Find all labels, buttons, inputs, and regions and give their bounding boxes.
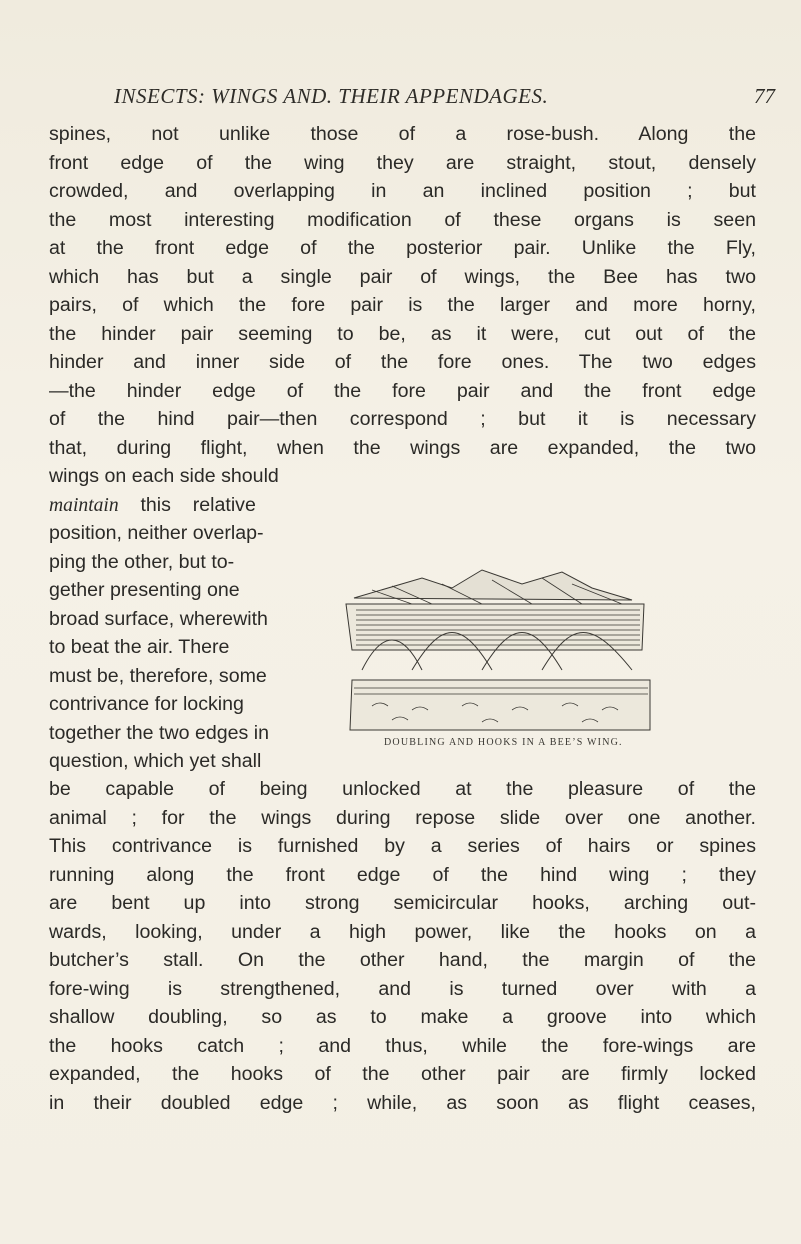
text-line: This contrivance is furnished by a series of hairs or spines [49, 835, 756, 857]
text-line: shallow doubling, so as to make a groove into which [49, 1006, 756, 1028]
text-line: running along the front edge of the hind wing ; they [49, 863, 756, 886]
text-line: to beat the air. There [49, 636, 230, 658]
text-line: contrivance for locking [49, 693, 244, 715]
text-line: question, which yet shall [49, 750, 262, 772]
page-number: 77 [754, 84, 775, 108]
text-line: butcher’s stall. On the other hand, the margin of the [49, 949, 756, 971]
page-header [0, 84, 801, 114]
text-line: are bent up into strong semicircular hooks, arching out- [49, 892, 756, 914]
text-line: pairs, of which the fore pair is the larger and more horny, [49, 294, 756, 316]
text-line: in their doubled edge ; while, as soon as flight ceases, [49, 1091, 756, 1114]
running-head: INSECTS: WINGS AND. THEIR APPENDAGES. [114, 84, 549, 108]
text-line: ping the other, but to- [49, 550, 235, 573]
text-line: crowded, and overlapping in an inclined position ; but [49, 180, 756, 202]
text-line: spines, not unlike those of a rose-bush. Along the [49, 123, 756, 145]
text-line-italic [49, 491, 319, 520]
text-line: animal ; for the wings during repose slide over one another. [49, 806, 756, 829]
text-line: of the hind pair—then correspond ; but it is necessary [49, 408, 756, 430]
text-line: front edge of the wing they are straight, stout, densely [49, 151, 756, 174]
italic-word: maintain [49, 494, 119, 516]
text-line: the most interesting modification of these organs is seen [49, 208, 756, 231]
text-line: gether presenting one [49, 579, 240, 601]
text-line: broad surface, wherewith [49, 607, 268, 630]
text-line: which has but a single pair of wings, the Bee has two [49, 265, 756, 288]
text-line: hinder and inner side of the fore ones. The two edges [49, 351, 756, 373]
text-line: wards, looking, under a high power, like the hooks on a [49, 920, 756, 943]
paragraph-top [49, 120, 756, 462]
paragraph-wrap [49, 462, 319, 776]
text-line: together the two edges in [49, 721, 270, 744]
figure-caption: DOUBLING AND HOOKS IN A BEE’S WING. [384, 737, 623, 748]
text-fragment: this relative [118, 493, 256, 516]
text-line: fore-wing is strengthened, and is turned over with a [49, 977, 756, 1000]
text-line: at the front edge of the posterior pair. Unlike the Fly, [49, 237, 756, 259]
text-line: wings on each side should [49, 465, 279, 487]
text-line: —the hinder edge of the fore pair and the front edge [49, 379, 756, 402]
text-line: must be, therefore, some [49, 664, 267, 687]
engraving [332, 560, 662, 735]
paragraph-bottom [49, 775, 756, 1117]
text-line: be capable of being unlocked at the pleasure of the [49, 778, 756, 800]
text-line: the hinder pair seeming to be, as it were, cut out of the [49, 322, 756, 345]
text-line: the hooks catch ; and thus, while the fore-wings are [49, 1034, 756, 1057]
text-line: that, during flight, when the wings are expanded, the two [49, 436, 756, 459]
text-line: expanded, the hooks of the other pair are firmly locked [49, 1063, 756, 1085]
text-line: position, neither overlap- [49, 522, 264, 544]
